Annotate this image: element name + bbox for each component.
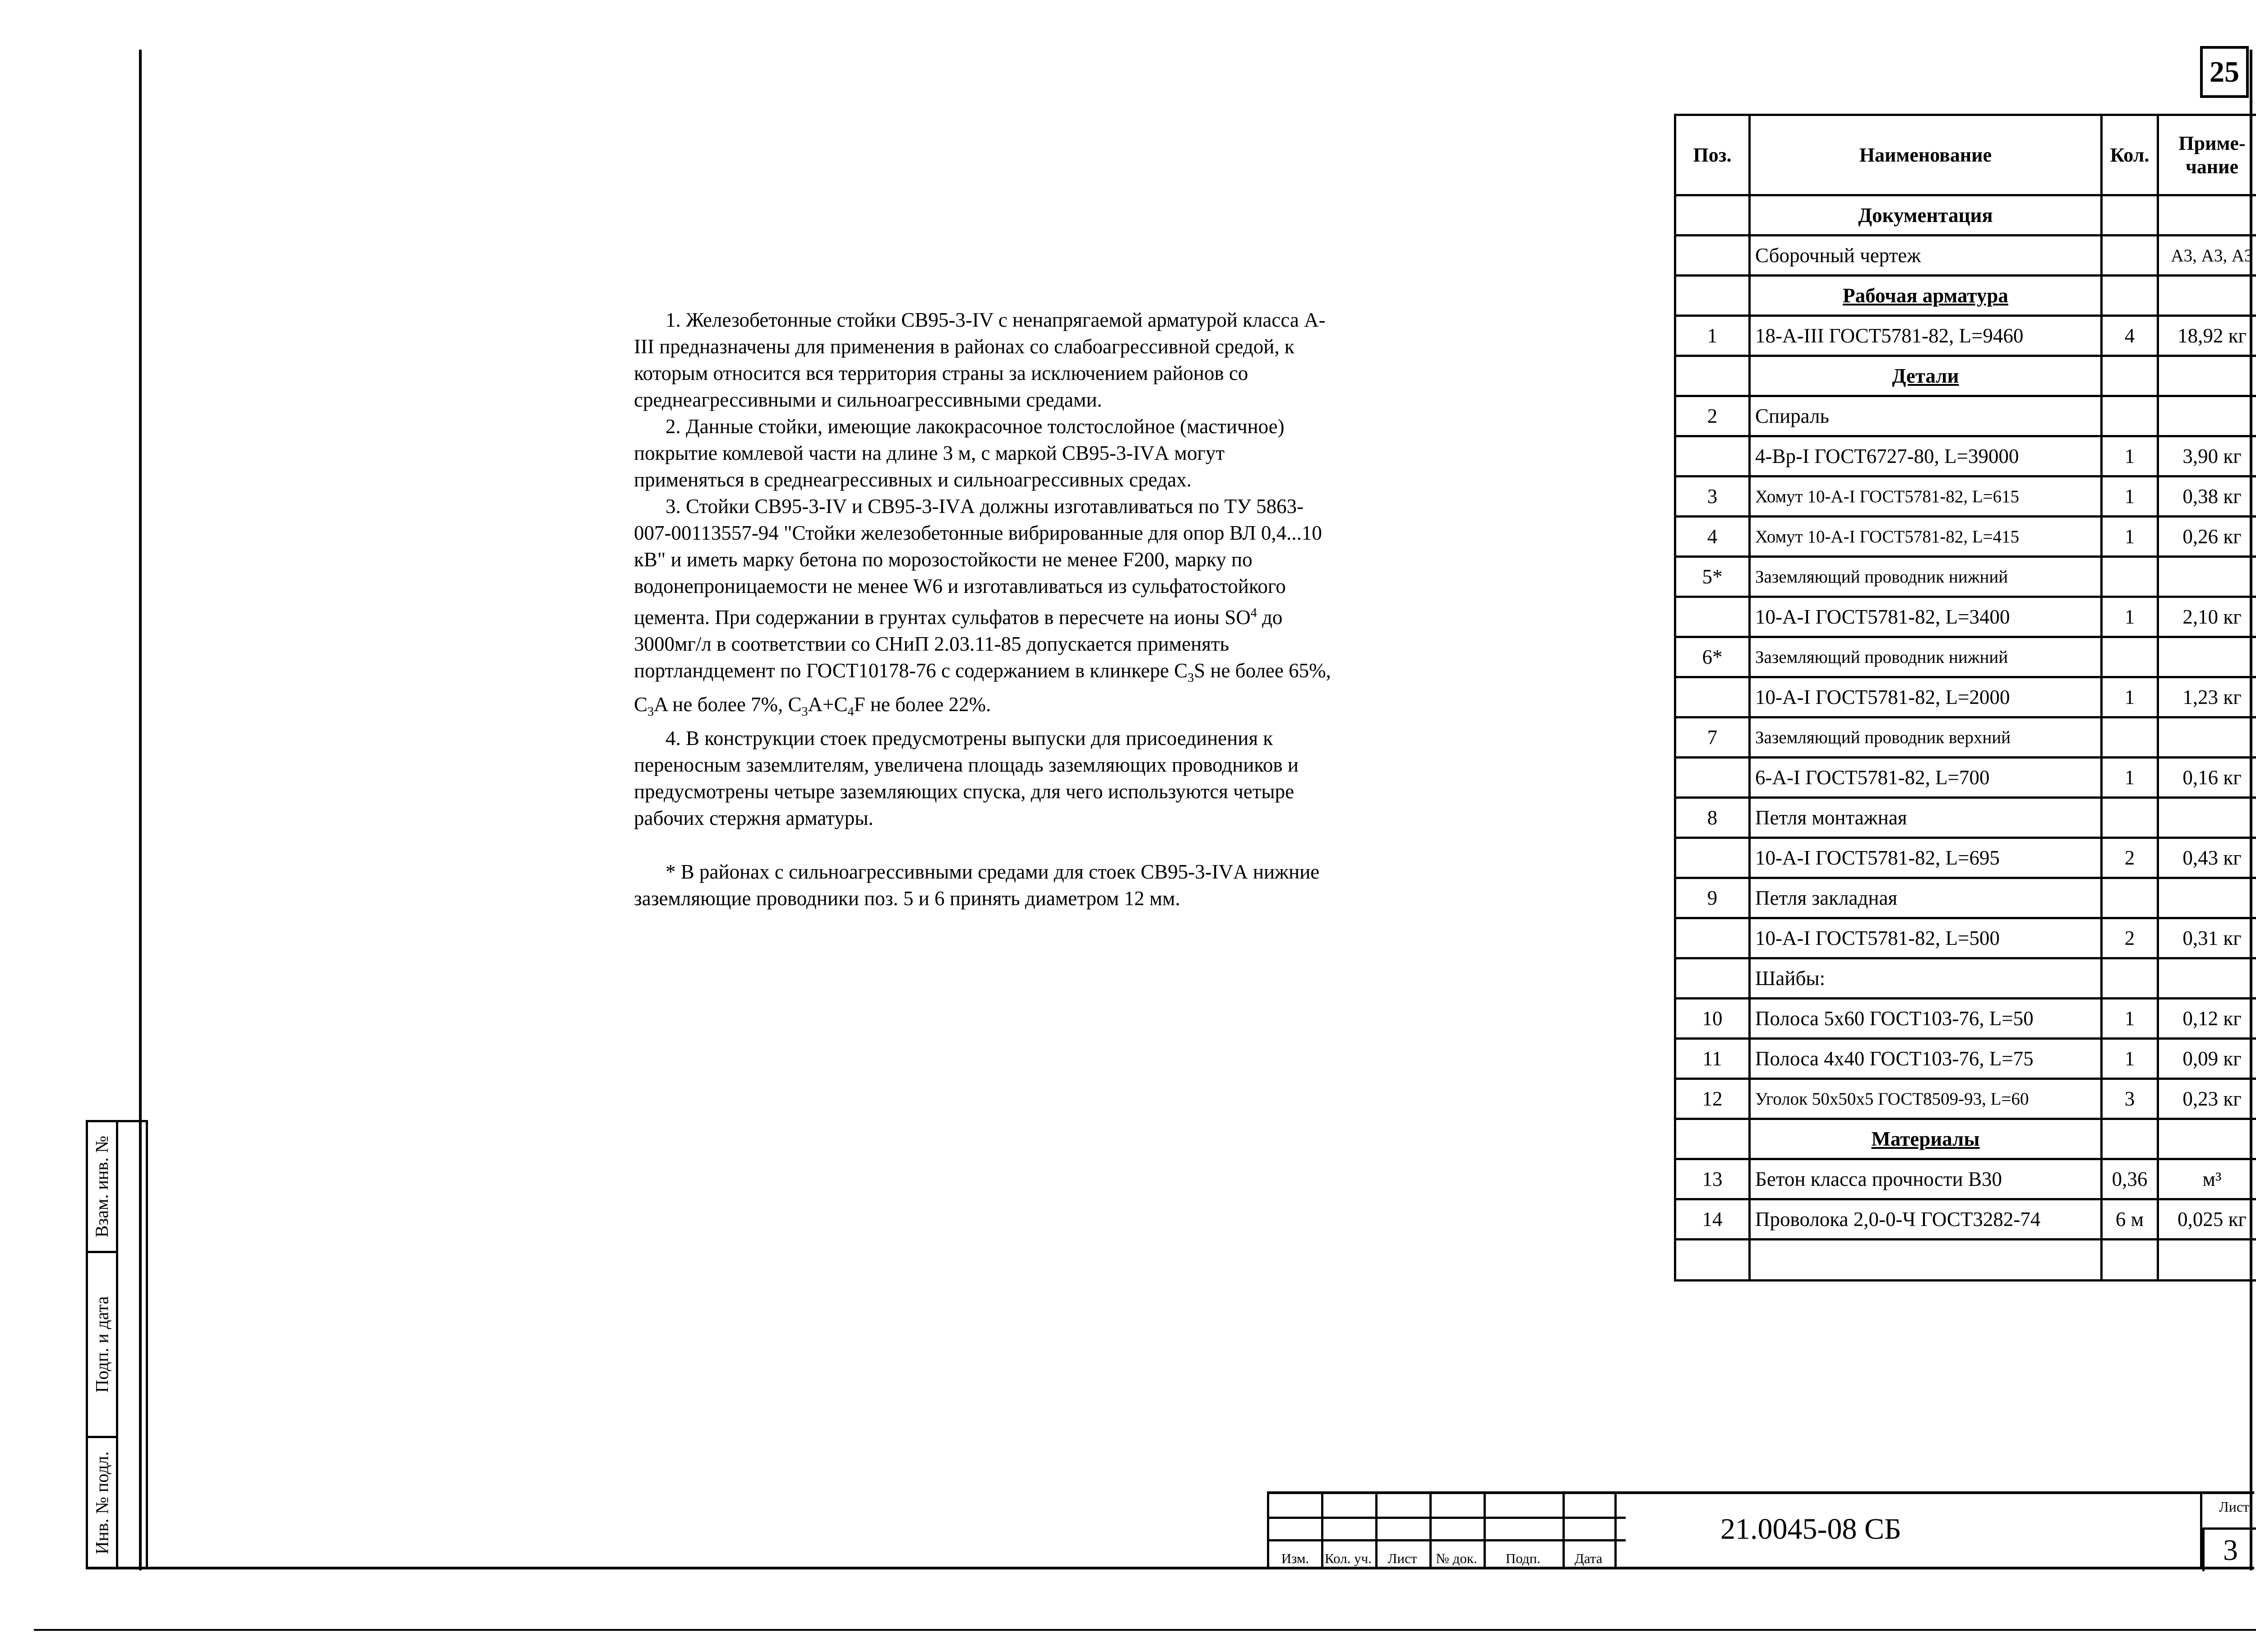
left-stamp [86,1120,148,1569]
table-row [1675,396,2256,436]
row-name: Петля закладная [1750,878,2102,918]
row-note: 1,23 кг [2158,677,2256,717]
table-row [1675,717,2256,758]
row-name: 4-Вр-I ГОСТ6727-80, L=39000 [1750,436,2102,477]
row-pos [1675,677,1750,717]
table-row [1675,517,2256,557]
note-3-part-d: A не более 7%, C [654,693,802,716]
sulfate-ion-charge: 4 [1250,606,1257,620]
row-name: Петля монтажная [1750,798,2102,838]
table-row [1675,236,2256,276]
sheet-label: Лист [2219,1499,2250,1515]
stamp-label-inv-replaced: Взам. инв. № [92,1135,112,1238]
row-pos [1675,958,1750,999]
page-number: 25 [2200,46,2249,98]
row-pos: 7 [1675,717,1750,758]
row-qty [2102,236,2158,276]
row-name: Спираль [1750,396,2102,436]
row-pos: 2 [1675,396,1750,436]
note-3-part-b: до 3000мг/л в соответствии со СНиП 2.03.11-85 допускается применять портландцемент по ГОСТ10178-76 с содержанием в клинкере C [634,606,1283,682]
header-qty: Кол. [2102,115,2158,195]
row-qty [2102,637,2158,677]
row-qty [2102,798,2158,838]
table-row [1675,677,2256,717]
row-name: Полоса 5х60 ГОСТ103-76, L=50 [1750,999,2102,1039]
row-qty: 1 [2102,677,2158,717]
table-row [1675,276,2256,316]
table-row-empty [1675,1240,2256,1281]
table-row [1675,878,2256,918]
c3s-subscript: 3 [1188,671,1194,685]
row-note [2158,958,2256,999]
row-name: 10-А-I ГОСТ5781-82, L=2000 [1750,677,2102,717]
row-name: Заземляющий проводник верхний [1750,717,2102,758]
row-qty [2102,878,2158,918]
row-name: Заземляющий проводник нижний [1750,557,2102,597]
table-row [1675,1079,2256,1119]
row-note: 0,09 кг [2158,1039,2256,1079]
stamp-cell-sign-date [88,1253,116,1438]
tb-label-data: Дата [1574,1550,1603,1566]
tb-label-list: Лист [1387,1550,1417,1566]
page-bottom-rule [34,1629,2256,1631]
note-2: 2. Данные стойки, имеющие лакокрасочное толстослойное (мастичное) покрытие комлевой части на длине 3 м, с маркой СВ95-3-IVА могут применяться в среднеагрессивных и сильноагрессивных средах. [634,415,1285,491]
row-qty: 1 [2102,1039,2158,1079]
row-pos: 6* [1675,637,1750,677]
stamp-label-inv-orig: Инв. № подл. [92,1451,112,1554]
row-pos: 3 [1675,477,1750,517]
row-name: Хомут 10-А-I ГОСТ5781-82, L=415 [1750,517,2102,557]
row-qty: 1 [2102,517,2158,557]
row-name: Бетон класса прочности В30 [1750,1159,2102,1199]
row-pos: 10 [1675,999,1750,1039]
row-name: Заземляющий проводник нижний [1750,637,2102,677]
table-row [1675,1039,2256,1079]
row-name: Шайбы: [1750,958,2102,999]
specification-table [1674,114,2256,1282]
header-note: Приме-чание [2158,115,2256,195]
row-pos: 13 [1675,1159,1750,1199]
table-row [1675,557,2256,597]
row-name: 18-А-III ГОСТ5781-82, L=9460 [1750,316,2102,356]
row-note: 18,92 кг [2158,316,2256,356]
row-note: 0,38 кг [2158,477,2256,517]
row-note: 0,31 кг [2158,918,2256,958]
note-3-part-f: F не более 22%. [854,693,991,716]
row-qty: 1 [2102,597,2158,637]
table-row [1675,798,2256,838]
row-name: 6-А-I ГОСТ5781-82, L=700 [1750,758,2102,798]
row-name: Хомут 10-А-I ГОСТ5781-82, L=615 [1750,477,2102,517]
table-row [1675,1159,2256,1199]
table-row [1675,316,2256,356]
table-row [1675,918,2256,958]
row-note: 0,025 кг [2158,1199,2256,1240]
row-pos: 11 [1675,1039,1750,1079]
row-note [2158,878,2256,918]
note-3-part-c: S не более 65%, C [634,659,1331,716]
row-note: 2,10 кг [2158,597,2256,637]
row-note [2158,717,2256,758]
row-qty: 1 [2102,436,2158,477]
tb-label-podp: Подп. [1505,1550,1541,1566]
row-pos: 14 [1675,1199,1750,1240]
row-name: Полоса 4х40 ГОСТ103-76, L=75 [1750,1039,2102,1079]
row-name: Уголок 50х50х5 ГОСТ8509-93, L=60 [1750,1079,2102,1119]
row-pos [1675,758,1750,798]
table-row [1675,637,2256,677]
row-note: 3,90 кг [2158,436,2256,477]
row-qty [2102,717,2158,758]
table-header-row [1675,115,2256,195]
row-qty: 1 [2102,999,2158,1039]
row-note: м³ [2158,1159,2256,1199]
row-name: 10-А-I ГОСТ5781-82, L=695 [1750,838,2102,878]
tb-label-kol-uch: Кол. уч. [1324,1550,1372,1566]
table-row [1675,838,2256,878]
notes-block [634,307,1338,912]
row-note: 0,43 кг [2158,838,2256,878]
stamp-cell-inv-replaced [88,1122,116,1253]
row-note: 0,16 кг [2158,758,2256,798]
c4af-subscript: 4 [847,705,854,719]
row-note [2158,798,2256,838]
row-pos [1675,597,1750,637]
table-row [1675,356,2256,396]
row-qty: 3 [2102,1079,2158,1119]
row-qty: 2 [2102,838,2158,878]
footnote: * В районах с сильноагрессивными средами для стоек СВ95-3-IVА нижние заземляющие проводники поз. 5 и 6 принять диаметром 12 мм. [634,861,1320,910]
header-pos: Поз. [1675,115,1750,195]
row-pos [1675,918,1750,958]
stamp-label-sign-date: Подп. и дата [92,1296,112,1393]
sheet-number: 3 [2202,1527,2256,1571]
title-block [1267,1491,2254,1569]
table-row [1675,1119,2256,1159]
note-1: 1. Железобетонные стойки СВ95-3-IV с ненапрягаемой арматурой класса А-III предназначены для применения в районах со слабоагрессивной средой, к которым относится вся территория страны за исключением районов со среднеагрессивными и сильноагрессивными средами. [634,309,1326,411]
row-pos: 12 [1675,1079,1750,1119]
row-pos [1675,436,1750,477]
table-row [1675,999,2256,1039]
row-qty [2102,557,2158,597]
stamp-divider [116,1122,118,1567]
header-name: Наименование [1750,115,2102,195]
row-note: 0,12 кг [2158,999,2256,1039]
row-qty: 0,36 [2102,1159,2158,1199]
row-pos: 9 [1675,878,1750,918]
row-pos [1675,838,1750,878]
row-note: 0,23 кг [2158,1079,2256,1119]
row-pos: 5* [1675,557,1750,597]
table-row [1675,477,2256,517]
table-row [1675,436,2256,477]
section-materials: Материалы [1750,1119,2102,1159]
row-name: Сборочный чертеж [1750,236,2102,276]
c3a-sum-subscript: 3 [801,705,808,719]
row-name: 10-А-I ГОСТ5781-82, L=500 [1750,918,2102,958]
row-note [2158,557,2256,597]
row-pos: 8 [1675,798,1750,838]
section-details: Детали [1750,356,2102,396]
table-row [1675,597,2256,637]
row-note: А3, А3, А3 [2158,236,2256,276]
row-name: Проволока 2,0-0-Ч ГОСТ3282-74 [1750,1199,2102,1240]
note-3-part-e: A+C [808,693,848,716]
row-qty: 4 [2102,316,2158,356]
section-rebar: Рабочая арматура [1750,276,2102,316]
c3a-subscript: 3 [647,705,654,719]
table-row [1675,195,2256,236]
section-documentation: Документация [1750,195,2102,236]
row-qty: 2 [2102,918,2158,958]
tb-label-n-dok: № док. [1436,1550,1477,1566]
row-qty [2102,396,2158,436]
row-qty: 1 [2102,758,2158,798]
row-name: 10-А-I ГОСТ5781-82, L=3400 [1750,597,2102,637]
row-note: 0,26 кг [2158,517,2256,557]
document-code: 21.0045-08 СБ [1720,1513,1901,1546]
table-row [1675,1199,2256,1240]
row-pos: 1 [1675,316,1750,356]
row-qty: 1 [2102,477,2158,517]
note-3-part-a: 3. Стойки СВ95-3-IV и СВ95-3-IVА должны изготавливаться по ТУ 5863-007-00113557-94 "Стойки железобетонные вибрированные для опор ВЛ 0,4...10 кВ" и иметь марку бетона по морозостойкости не менее F200, марку по водонепроницаемости не менее W6 и изготавливаться из сульфатостойкого цемента. При содержании в грунтах сульфатов в пересчете на ионы SO [634,495,1322,629]
row-pos: 4 [1675,517,1750,557]
row-pos [1675,236,1750,276]
title-block-col-line [1614,1494,1617,1569]
row-note [2158,637,2256,677]
stamp-cell-inv-orig [88,1438,116,1567]
row-qty: 6 м [2102,1199,2158,1240]
row-qty [2102,958,2158,999]
note-4: 4. В конструкции стоек предусмотрены выпуски для присоединения к переносным заземлителям, увеличена площадь заземляющих проводников и предусмотрены четыре заземляющих спуска, для чего используются четыре рабочих стержня арматуры. [634,727,1299,829]
table-row [1675,758,2256,798]
row-note [2158,396,2256,436]
table-row [1675,958,2256,999]
note-3 [634,493,1338,725]
tb-label-izm: Изм. [1281,1550,1309,1566]
